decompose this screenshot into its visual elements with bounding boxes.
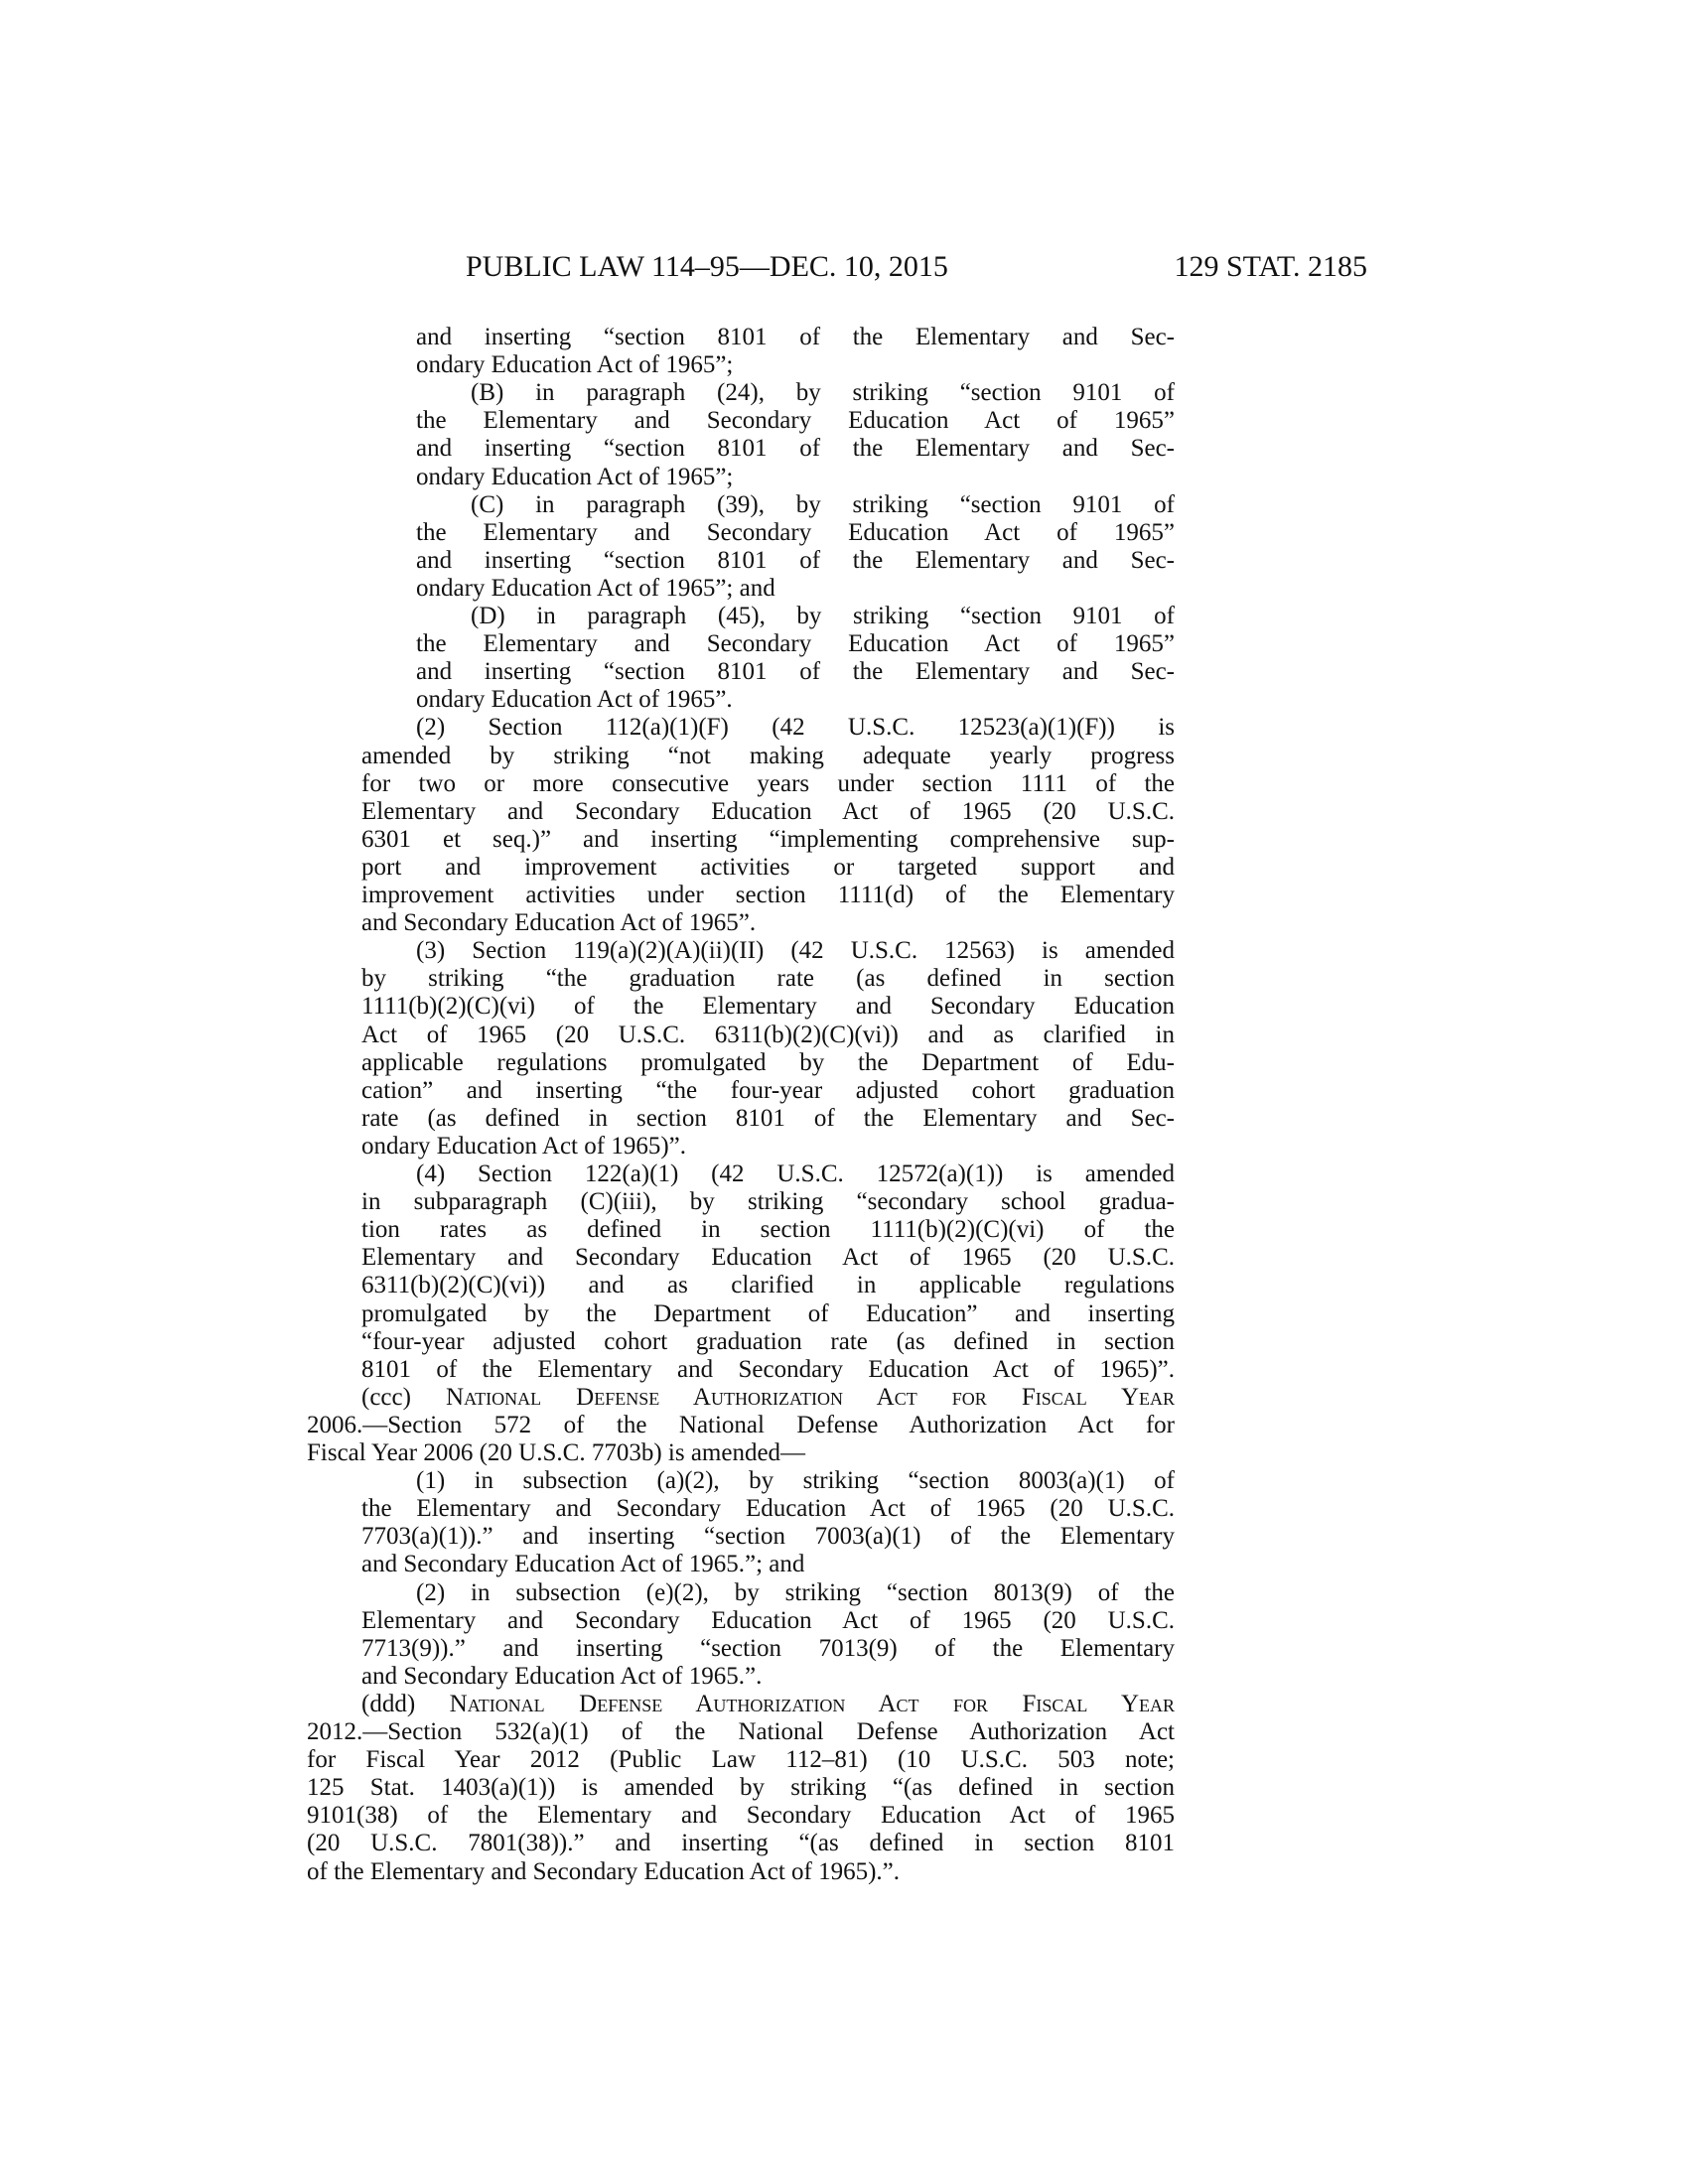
text-line: for two or more consecutive years under section 1111 of the: [361, 769, 1175, 797]
text-line: in subparagraph (C)(iii), by striking “secondary school gradua-: [361, 1188, 1175, 1216]
text-line: ondary Education Act of 1965”;: [416, 463, 734, 490]
text-line: and inserting “section 8101 of the Elementary and Sec-: [416, 324, 1175, 350]
text-line: ondary Education Act of 1965)”.: [361, 1132, 686, 1160]
text-line: 6301 et seq.)” and inserting “implementing comprehensive sup-: [361, 825, 1175, 853]
text-line: 2012.—Section 532(a)(1) of the National Defense Authorization Act: [307, 1718, 1175, 1745]
text-line: the Elementary and Secondary Education Act of 1965”: [416, 407, 1175, 435]
text-line: [361, 1691, 1175, 1718]
text-line: 1111(b)(2)(C)(vi) of the Elementary and Secondary Education: [361, 993, 1175, 1021]
subsection-label: (ddd): [361, 1690, 450, 1717]
text-line: (1) in subsection (a)(2), by striking “section 8003(a)(1) of: [416, 1467, 1175, 1495]
text-line: for Fiscal Year 2012 (Public Law 112–81) (10 U.S.C. 503 note;: [307, 1746, 1175, 1774]
running-header-title: PUBLIC LAW 114–95—DEC. 10, 2015: [466, 250, 948, 283]
text-line: of the Elementary and Secondary Education Act of 1965).”.: [307, 1857, 901, 1885]
text-line: rate (as defined in section 8101 of the Elementary and Sec-: [361, 1104, 1175, 1132]
text-line: (3) Section 119(a)(2)(A)(ii)(II) (42 U.S.C. 12563) is amended: [416, 937, 1175, 965]
subsection-label: (ccc): [361, 1383, 447, 1411]
text-line: Act of 1965 (20 U.S.C. 6311(b)(2)(C)(vi)) and as clarified in: [361, 1021, 1175, 1048]
text-line: 2006.—Section 572 of the National Defense Authorization Act for: [307, 1411, 1175, 1438]
subsection-heading: National Defense Authorization Act for Fiscal Year: [449, 1690, 1175, 1717]
text-line: and inserting “section 8101 of the Elementary and Sec-: [416, 546, 1175, 574]
text-line: Elementary and Secondary Education Act of 1965 (20 U.S.C.: [361, 797, 1175, 825]
text-line: (B) in paragraph (24), by striking “section 9101 of: [471, 379, 1175, 407]
text-line: the Elementary and Secondary Education Act of 1965”: [416, 518, 1175, 546]
text-line: (4) Section 122(a)(1) (42 U.S.C. 12572(a)(1)) is amended: [416, 1160, 1175, 1187]
text-line: the Elementary and Secondary Education Act of 1965 (20 U.S.C.: [361, 1495, 1175, 1523]
subsection-heading: National Defense Authorization Act for Fiscal Year: [446, 1383, 1175, 1411]
text-line: Elementary and Secondary Education Act of 1965 (20 U.S.C.: [361, 1244, 1175, 1272]
text-line: (D) in paragraph (45), by striking “section 9101 of: [471, 603, 1175, 629]
text-line: ondary Education Act of 1965”.: [416, 686, 733, 714]
text-line: ondary Education Act of 1965”; and: [416, 574, 775, 602]
text-line: “four-year adjusted cohort graduation rate (as defined in section: [361, 1327, 1175, 1355]
text-line: and inserting “section 8101 of the Elementary and Sec-: [416, 658, 1175, 686]
text-line: 9101(38) of the Elementary and Secondary Education Act of 1965: [307, 1802, 1175, 1830]
text-line: 125 Stat. 1403(a)(1)) is amended by striking “(as defined in section: [307, 1774, 1175, 1802]
text-line: port and improvement activities or targeted support and: [361, 853, 1175, 881]
text-line: Elementary and Secondary Education Act of 1965 (20 U.S.C.: [361, 1606, 1175, 1634]
text-line: (20 U.S.C. 7801(38)).” and inserting “(as defined in section 8101: [307, 1830, 1175, 1857]
text-line: amended by striking “not making adequate yearly progress: [361, 742, 1175, 769]
text-line: the Elementary and Secondary Education Act of 1965”: [416, 630, 1175, 658]
text-line: [361, 1384, 1175, 1412]
text-line: and Secondary Education Act of 1965.”.: [361, 1662, 763, 1690]
text-line: and Secondary Education Act of 1965.”; and: [361, 1551, 805, 1578]
text-line: 7703(a)(1)).” and inserting “section 7003(a)(1) of the Elementary: [361, 1523, 1175, 1551]
text-line: (2) in subsection (e)(2), by striking “section 8013(9) of the: [416, 1578, 1175, 1606]
text-line: 8101 of the Elementary and Secondary Education Act of 1965)”.: [361, 1355, 1175, 1383]
text-line: promulgated by the Department of Education” and inserting: [361, 1299, 1175, 1327]
text-line: and inserting “section 8101 of the Elementary and Sec-: [416, 435, 1175, 463]
text-line: 6311(b)(2)(C)(vi)) and as clarified in applicable regulations: [361, 1272, 1175, 1299]
text-line: tion rates as defined in section 1111(b)(2)(C)(vi) of the: [361, 1216, 1175, 1244]
text-line: by striking “the graduation rate (as defined in section: [361, 965, 1175, 993]
text-line: and Secondary Education Act of 1965”.: [361, 909, 757, 937]
text-line: ondary Education Act of 1965”;: [416, 351, 734, 379]
text-line: (2) Section 112(a)(1)(F) (42 U.S.C. 12523(a)(1)(F)) is: [416, 714, 1175, 742]
text-line: cation” and inserting “the four-year adjusted cohort graduation: [361, 1076, 1175, 1104]
text-line: applicable regulations promulgated by the Department of Edu-: [361, 1048, 1175, 1076]
running-header-page-ref: 129 STAT. 2185: [1174, 250, 1367, 283]
text-line: 7713(9)).” and inserting “section 7013(9) of the Elementary: [361, 1634, 1175, 1662]
text-line: Fiscal Year 2006 (20 U.S.C. 7703b) is amended—: [307, 1439, 806, 1466]
text-line: (C) in paragraph (39), by striking “section 9101 of: [471, 490, 1175, 518]
text-line: improvement activities under section 1111(d) of the Elementary: [361, 882, 1175, 908]
